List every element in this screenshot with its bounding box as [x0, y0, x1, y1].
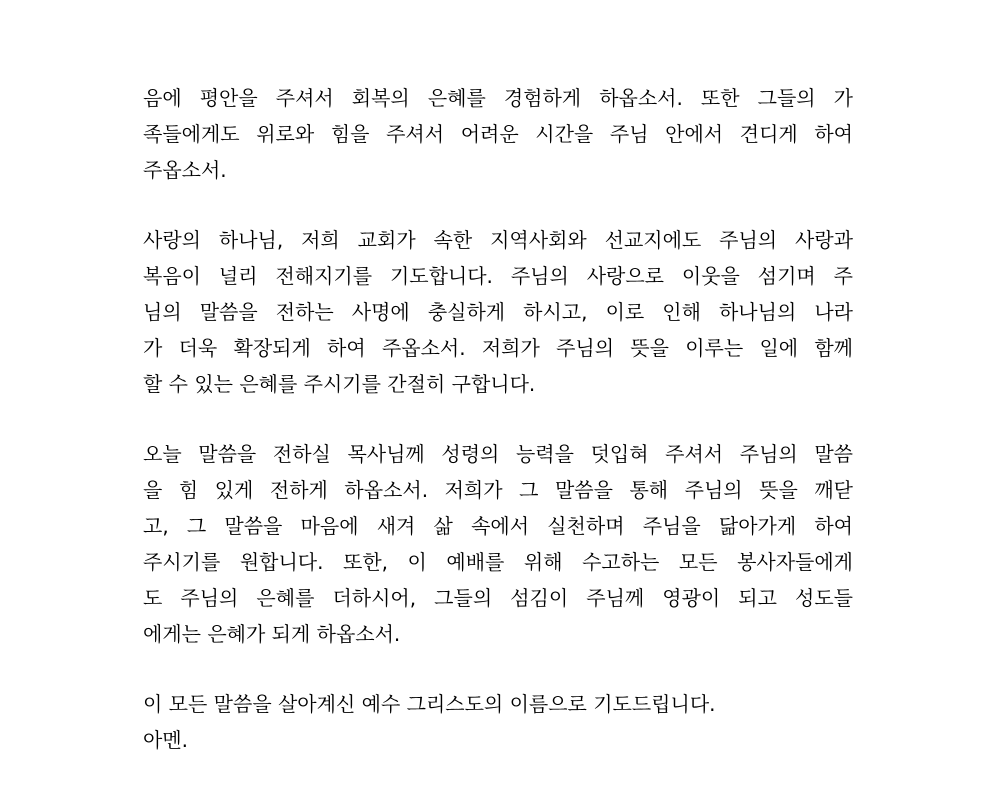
text-line: 에게는 은혜가 되게 하옵소서.: [143, 622, 401, 646]
text-line: 도 주님의 은혜를 더하시어, 그들의 섬김이 주님께 영광이 되고 성도들: [143, 586, 853, 610]
paragraph-spacer: [143, 188, 853, 222]
text-line: 주옵소서.: [143, 158, 227, 182]
text-line: 사랑의 하나님, 저희 교회가 속한 지역사회와 선교지에도 주님의 사랑과: [143, 228, 853, 252]
text-line: 주시기를 원합니다. 또한, 이 예배를 위해 수고하는 모든 봉사자들에게: [143, 550, 853, 574]
text-line: 이 모든 말씀을 살아계신 예수 그리스도의 이름으로 기도드립니다.: [143, 692, 716, 716]
text-line: 할 수 있는 은혜를 주시기를 간절히 구합니다.: [143, 372, 536, 396]
text-line: 오늘 말씀을 전하실 목사님께 성령의 능력을 덧입혀 주셔서 주님의 말씀: [143, 442, 853, 466]
paragraph-mission-prayer: [143, 222, 853, 402]
text-line: 음에 평안을 주셔서 회복의 은혜를 경험하게 하옵소서. 또한 그들의 가: [143, 86, 853, 110]
text-line: 님의 말씀을 전하는 사명에 충실하게 하시고, 이로 인해 하나님의 나라: [143, 300, 853, 324]
paragraph-spacer: [143, 402, 853, 436]
text-line: 아멘.: [143, 728, 188, 752]
text-line: 가 더욱 확장되게 하여 주옵소서. 저희가 주님의 뜻을 이루는 일에 함께: [143, 336, 853, 360]
text-line: 족들에게도 위로와 힘을 주셔서 어려운 시간을 주님 안에서 견디게 하여: [143, 122, 853, 146]
paragraph-sermon-prayer: [143, 436, 853, 652]
document-body: [143, 80, 853, 758]
text-line: 복음이 널리 전해지기를 기도합니다. 주님의 사랑으로 이웃을 섬기며 주: [143, 264, 853, 288]
text-line: 고, 그 말씀을 마음에 새겨 삶 속에서 실천하며 주님을 닮아가게 하여: [143, 514, 853, 538]
paragraph-closing: [143, 686, 853, 758]
paragraph-recovery-prayer: [143, 80, 853, 188]
paragraph-spacer: [143, 652, 853, 686]
text-line: 을 힘 있게 전하게 하옵소서. 저희가 그 말씀을 통해 주님의 뜻을 깨닫: [143, 478, 853, 502]
